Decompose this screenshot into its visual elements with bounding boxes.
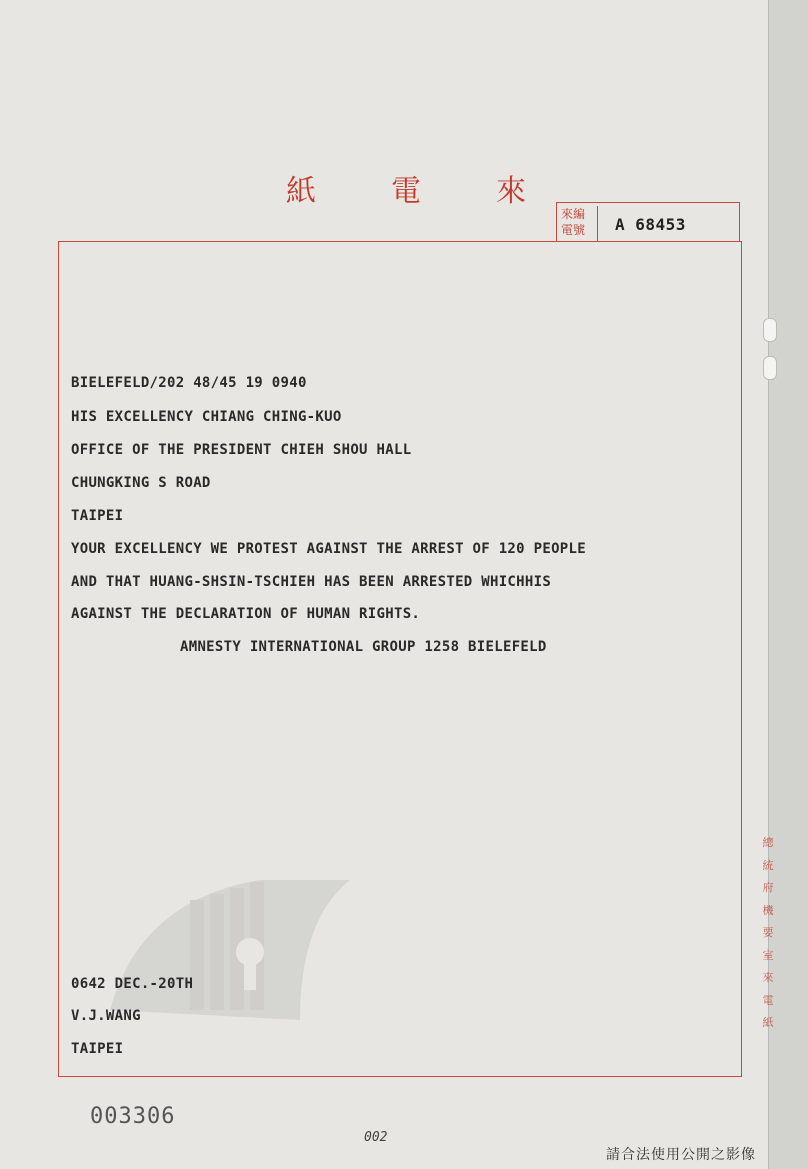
code-label-line-2: 電號: [561, 223, 586, 237]
incoming-code-box: [556, 202, 740, 242]
page-number: 002: [364, 1130, 388, 1145]
side-stamp-char: 紙: [762, 1016, 774, 1029]
side-stamp-char: 室: [762, 948, 774, 962]
message-line-signature: AMNESTY INTERNATIONAL GROUP 1258 BIELEFELD: [180, 639, 547, 655]
side-stamp-char: 府: [762, 881, 774, 894]
side-stamp-char: 電: [762, 993, 774, 1007]
form-title: [286, 166, 526, 209]
message-line-origin: BIELEFELD/202 48/45 19 0940: [71, 375, 307, 391]
message-line-body-3: AGAINST THE DECLARATION OF HUMAN RIGHTS.: [71, 606, 421, 622]
message-line-road: CHUNGKING S ROAD: [71, 475, 211, 491]
side-stamp-char: 總: [762, 836, 774, 849]
message-line-office: OFFICE OF THE PRESIDENT CHIEH SHOU HALL: [71, 442, 412, 458]
footer-notice: 請合法使用公開之影像: [606, 1147, 756, 1163]
punch-hole-top: [763, 318, 777, 342]
title-char-3: 來: [496, 174, 526, 209]
title-char-1: 紙: [286, 174, 316, 209]
serial-number: 003306: [90, 1104, 176, 1129]
closing-line-datetime: 0642 DEC.-20TH: [71, 976, 194, 992]
code-label: [561, 206, 598, 242]
side-stamp-char: 來: [762, 971, 774, 984]
title-char-2: 電: [391, 174, 421, 209]
side-stamp-char: 要: [762, 926, 774, 939]
message-line-city: TAIPEI: [71, 508, 124, 524]
code-label-line-1: 來編: [561, 207, 586, 221]
punch-hole-bottom: [763, 356, 777, 380]
closing-line-name: V.J.WANG: [71, 1008, 141, 1024]
code-value: A 68453: [615, 215, 686, 234]
message-line-addressee: HIS EXCELLENCY CHIANG CHING-KUO: [71, 409, 342, 425]
message-line-body-2: AND THAT HUANG-SHSIN-TSCHIEH HAS BEEN ARRESTED WHICHHIS: [71, 574, 552, 590]
archive-watermark-logo: [100, 860, 360, 1030]
message-line-body-1: YOUR EXCELLENCY WE PROTEST AGAINST THE ARREST OF 120 PEOPLE: [71, 541, 586, 557]
side-stamp: [760, 832, 776, 1035]
side-stamp-char: 機: [762, 903, 774, 917]
closing-line-city: TAIPEI: [71, 1041, 124, 1057]
side-stamp-char: 統: [762, 858, 774, 872]
